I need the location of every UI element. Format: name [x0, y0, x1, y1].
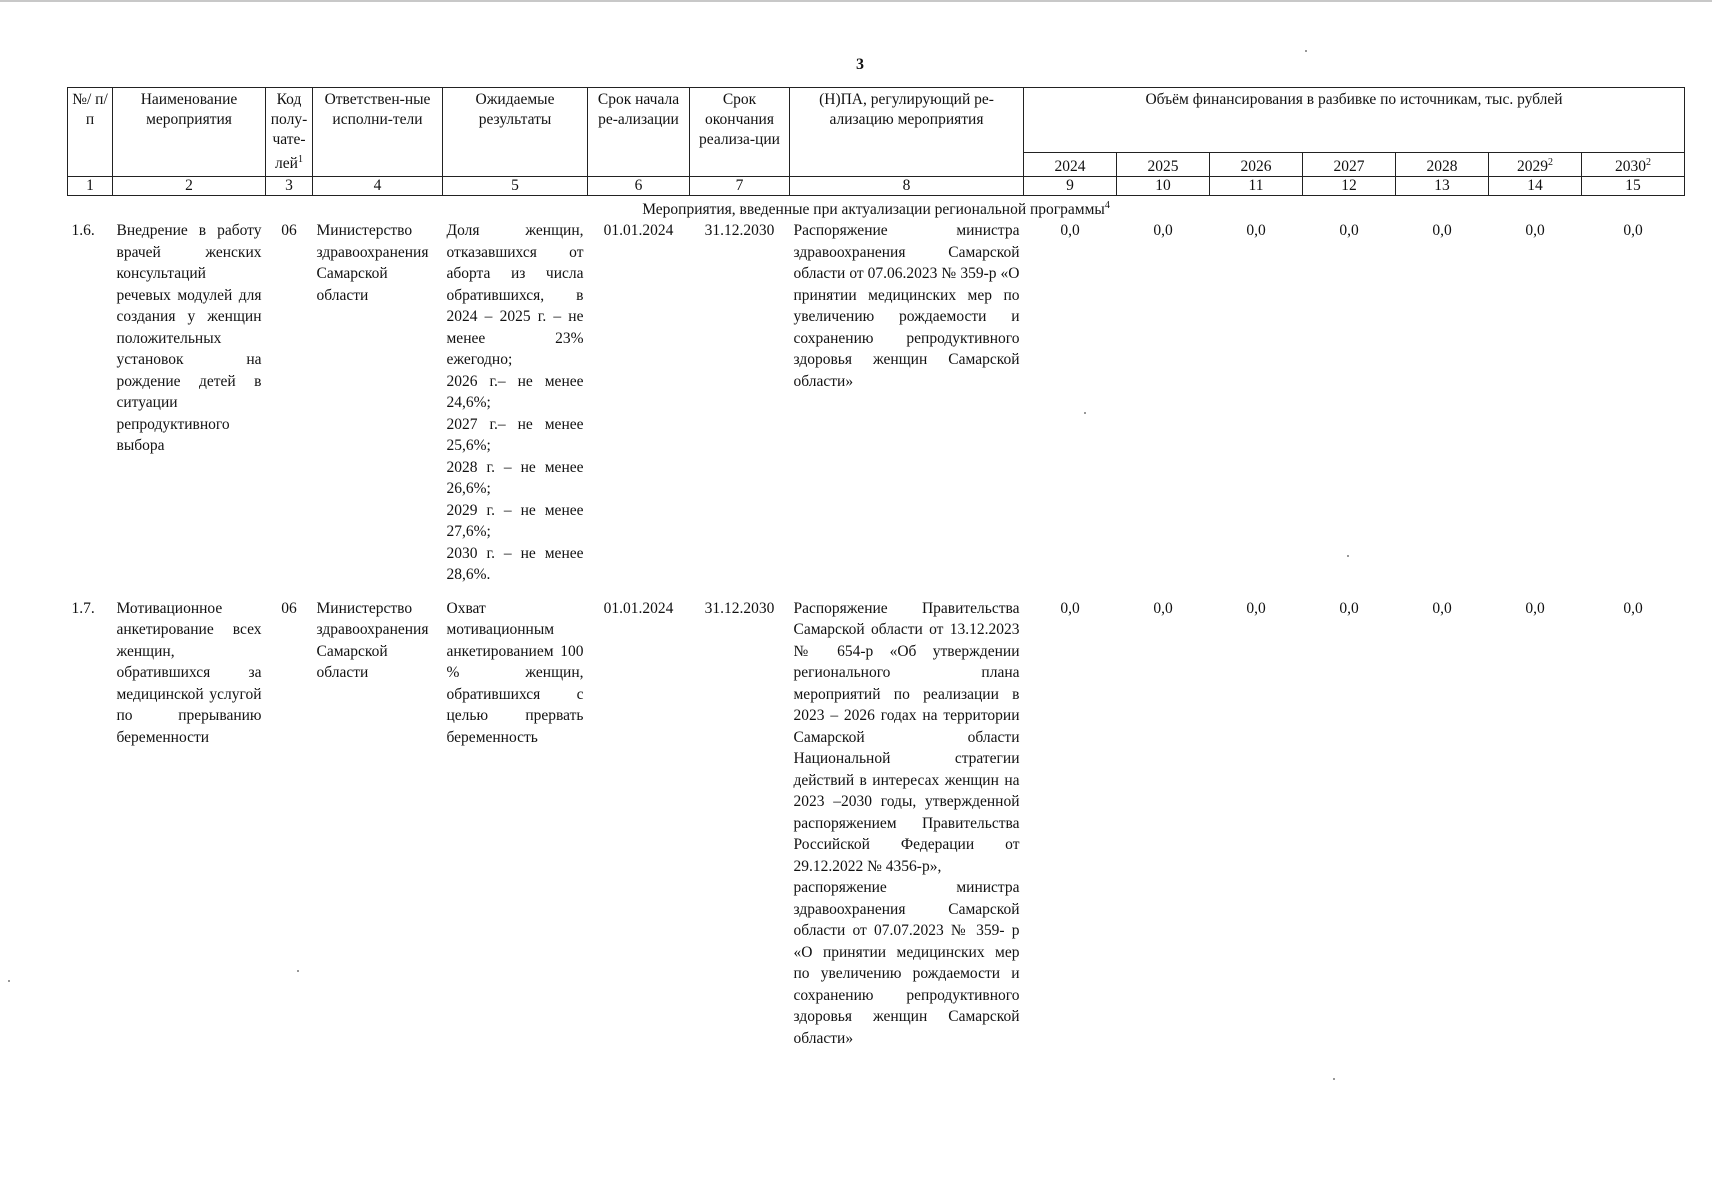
- scan-speck: [297, 970, 299, 972]
- funding-cell: 0,0: [1060, 599, 1080, 617]
- page-number: 3: [856, 56, 864, 73]
- column-number: 5: [443, 177, 588, 196]
- section-title-sup: 4: [1104, 200, 1110, 212]
- funding-cell: 0,0: [1339, 222, 1359, 240]
- funding-cell: 0,0: [1246, 222, 1266, 240]
- row-start: 01.01.2024: [603, 222, 674, 240]
- header-end: Срок окончания реализа-ции: [690, 88, 790, 177]
- row-start: 01.01.2024: [603, 599, 674, 617]
- row-end: 31.12.2030: [704, 222, 775, 240]
- row-num: 1.6.: [71, 222, 95, 240]
- funding-cell: 0,0: [1432, 222, 1452, 240]
- row-responsible: Министерство здравоохранения Самарской области: [316, 222, 429, 304]
- header-start: Срок начала ре-ализации: [588, 88, 690, 177]
- funding-cell: 0,0: [1246, 599, 1266, 617]
- scan-speck: [8, 980, 10, 982]
- row-name: Мотивационное анкетирование всех женщин, обратившихся за медицинской услугой по прерыванию беременности: [116, 599, 262, 746]
- funding-cell: 0,0: [1060, 222, 1080, 240]
- header-name: Наименование мероприятия: [113, 88, 266, 177]
- row-npa: Распоряжение министра здравоохранения Самарской области от 07.06.2023 № 359-р «О принятии медицинских мер по увеличению рождаемости и сохранению репродуктивного здоровья женщин Самарской области»: [793, 222, 1020, 390]
- scan-speck: [1333, 1078, 1335, 1080]
- column-number: 7: [690, 177, 790, 196]
- column-number: 10: [1117, 177, 1210, 196]
- year-cell: 2024: [1024, 153, 1117, 177]
- header-code: [266, 88, 313, 177]
- year-cell: 2030$^2$: [1582, 153, 1685, 177]
- section-title-text: Мероприятия, введенные при актуализации региональной программы: [642, 201, 1105, 219]
- row-responsible: Министерство здравоохранения Самарской области: [316, 599, 429, 682]
- column-number: 14: [1489, 177, 1582, 196]
- funding-cell: 0,0: [1339, 599, 1359, 617]
- header-code-text: Код полу-чате-лей: [270, 91, 308, 173]
- year-cell: 2029$^2$: [1489, 153, 1582, 177]
- column-number: 13: [1396, 177, 1489, 196]
- header-results: Ожидаемые результаты: [443, 88, 588, 177]
- column-number: 12: [1303, 177, 1396, 196]
- table-row: [68, 220, 1685, 586]
- header-num: №/ п/п: [68, 88, 113, 177]
- row-end: 31.12.2030: [704, 599, 775, 617]
- funding-cell: 0,0: [1153, 599, 1173, 617]
- row-npa: Распоряжение Правительства Самарской области от 13.12.2023 № 654-р «Об утверждении регионального плана мероприятий по реализации в 2023 – 2026 годах на территории Самарской области Национальной стратегии действий в интересах женщин на 2023 –2030 годы, утвержденной распоряжением Правительства Российской Федерации от 29.12.2022 № 4356-р», распоряжение министра здравоохранения Самарской области от 07.07.2023 № 359- р «О принятии медицинских мер по увеличению рождаемости и сохранению репродуктивного здоровья женщин Самарской области»: [793, 599, 1020, 1047]
- column-number: 9: [1024, 177, 1117, 196]
- year-cell: 2027: [1303, 153, 1396, 177]
- row-num: 1.7.: [71, 599, 95, 617]
- row-spacer: [68, 586, 1685, 598]
- funding-cell: 0,0: [1153, 222, 1173, 240]
- header-funding: Объём финансирования в разбивке по источникам, тыс. рублей: [1024, 88, 1685, 153]
- year-cell: 2028: [1396, 153, 1489, 177]
- funding-cell: 0,0: [1623, 599, 1643, 617]
- column-number: 1: [68, 177, 113, 196]
- header-code-sup: 1: [297, 154, 303, 165]
- scan-speck: [1084, 412, 1086, 414]
- column-number: 2: [113, 177, 266, 196]
- table-row: [68, 598, 1685, 1050]
- column-number: 8: [790, 177, 1024, 196]
- row-results: Охват мотивационным анкетированием 100 % женщин, обратившихся с целью прервать беременность: [446, 599, 584, 746]
- section-row: [68, 196, 1685, 221]
- funding-cell: 0,0: [1525, 222, 1545, 240]
- year-cell: 2026: [1210, 153, 1303, 177]
- scan-speck: [1347, 555, 1349, 557]
- column-numbers-row: [68, 177, 1685, 196]
- row-code: 06: [281, 222, 297, 240]
- scan-speck: [1305, 50, 1307, 52]
- column-number: 11: [1210, 177, 1303, 196]
- row-results: Доля женщин, отказавшихся от аборта из числа обратившихся, в 2024 – 2025 г. – не менее 23% ежегодно; 2026 г.– не менее 24,6%; 2027 г.– не менее 25,6%; 2028 г. – не менее 26,6%; 2029 г. – не менее 27,6%; 2030 г. – не менее 28,6%.: [446, 222, 584, 584]
- funding-cell: 0,0: [1432, 599, 1452, 617]
- row-name: Внедрение в работу врачей женских консультаций речевых модулей для создания у женщин положительных установок на рождение детей в ситуации репродуктивного выбора: [116, 222, 262, 455]
- column-number: 15: [1582, 177, 1685, 196]
- header-row: [68, 88, 1685, 153]
- column-number: 6: [588, 177, 690, 196]
- column-number: 3: [266, 177, 313, 196]
- program-table: [67, 87, 1685, 1049]
- section-title: [68, 196, 1685, 221]
- header-npa: (Н)ПА, регулирующий ре-ализацию мероприятия: [790, 88, 1024, 177]
- scan-top-edge: [0, 0, 1712, 2]
- funding-cell: 0,0: [1623, 222, 1643, 240]
- year-cell: 2025: [1117, 153, 1210, 177]
- column-number: 4: [313, 177, 443, 196]
- row-code: 06: [281, 599, 297, 617]
- header-responsible: Ответствен-ные исполни-тели: [313, 88, 443, 177]
- funding-cell: 0,0: [1525, 599, 1545, 617]
